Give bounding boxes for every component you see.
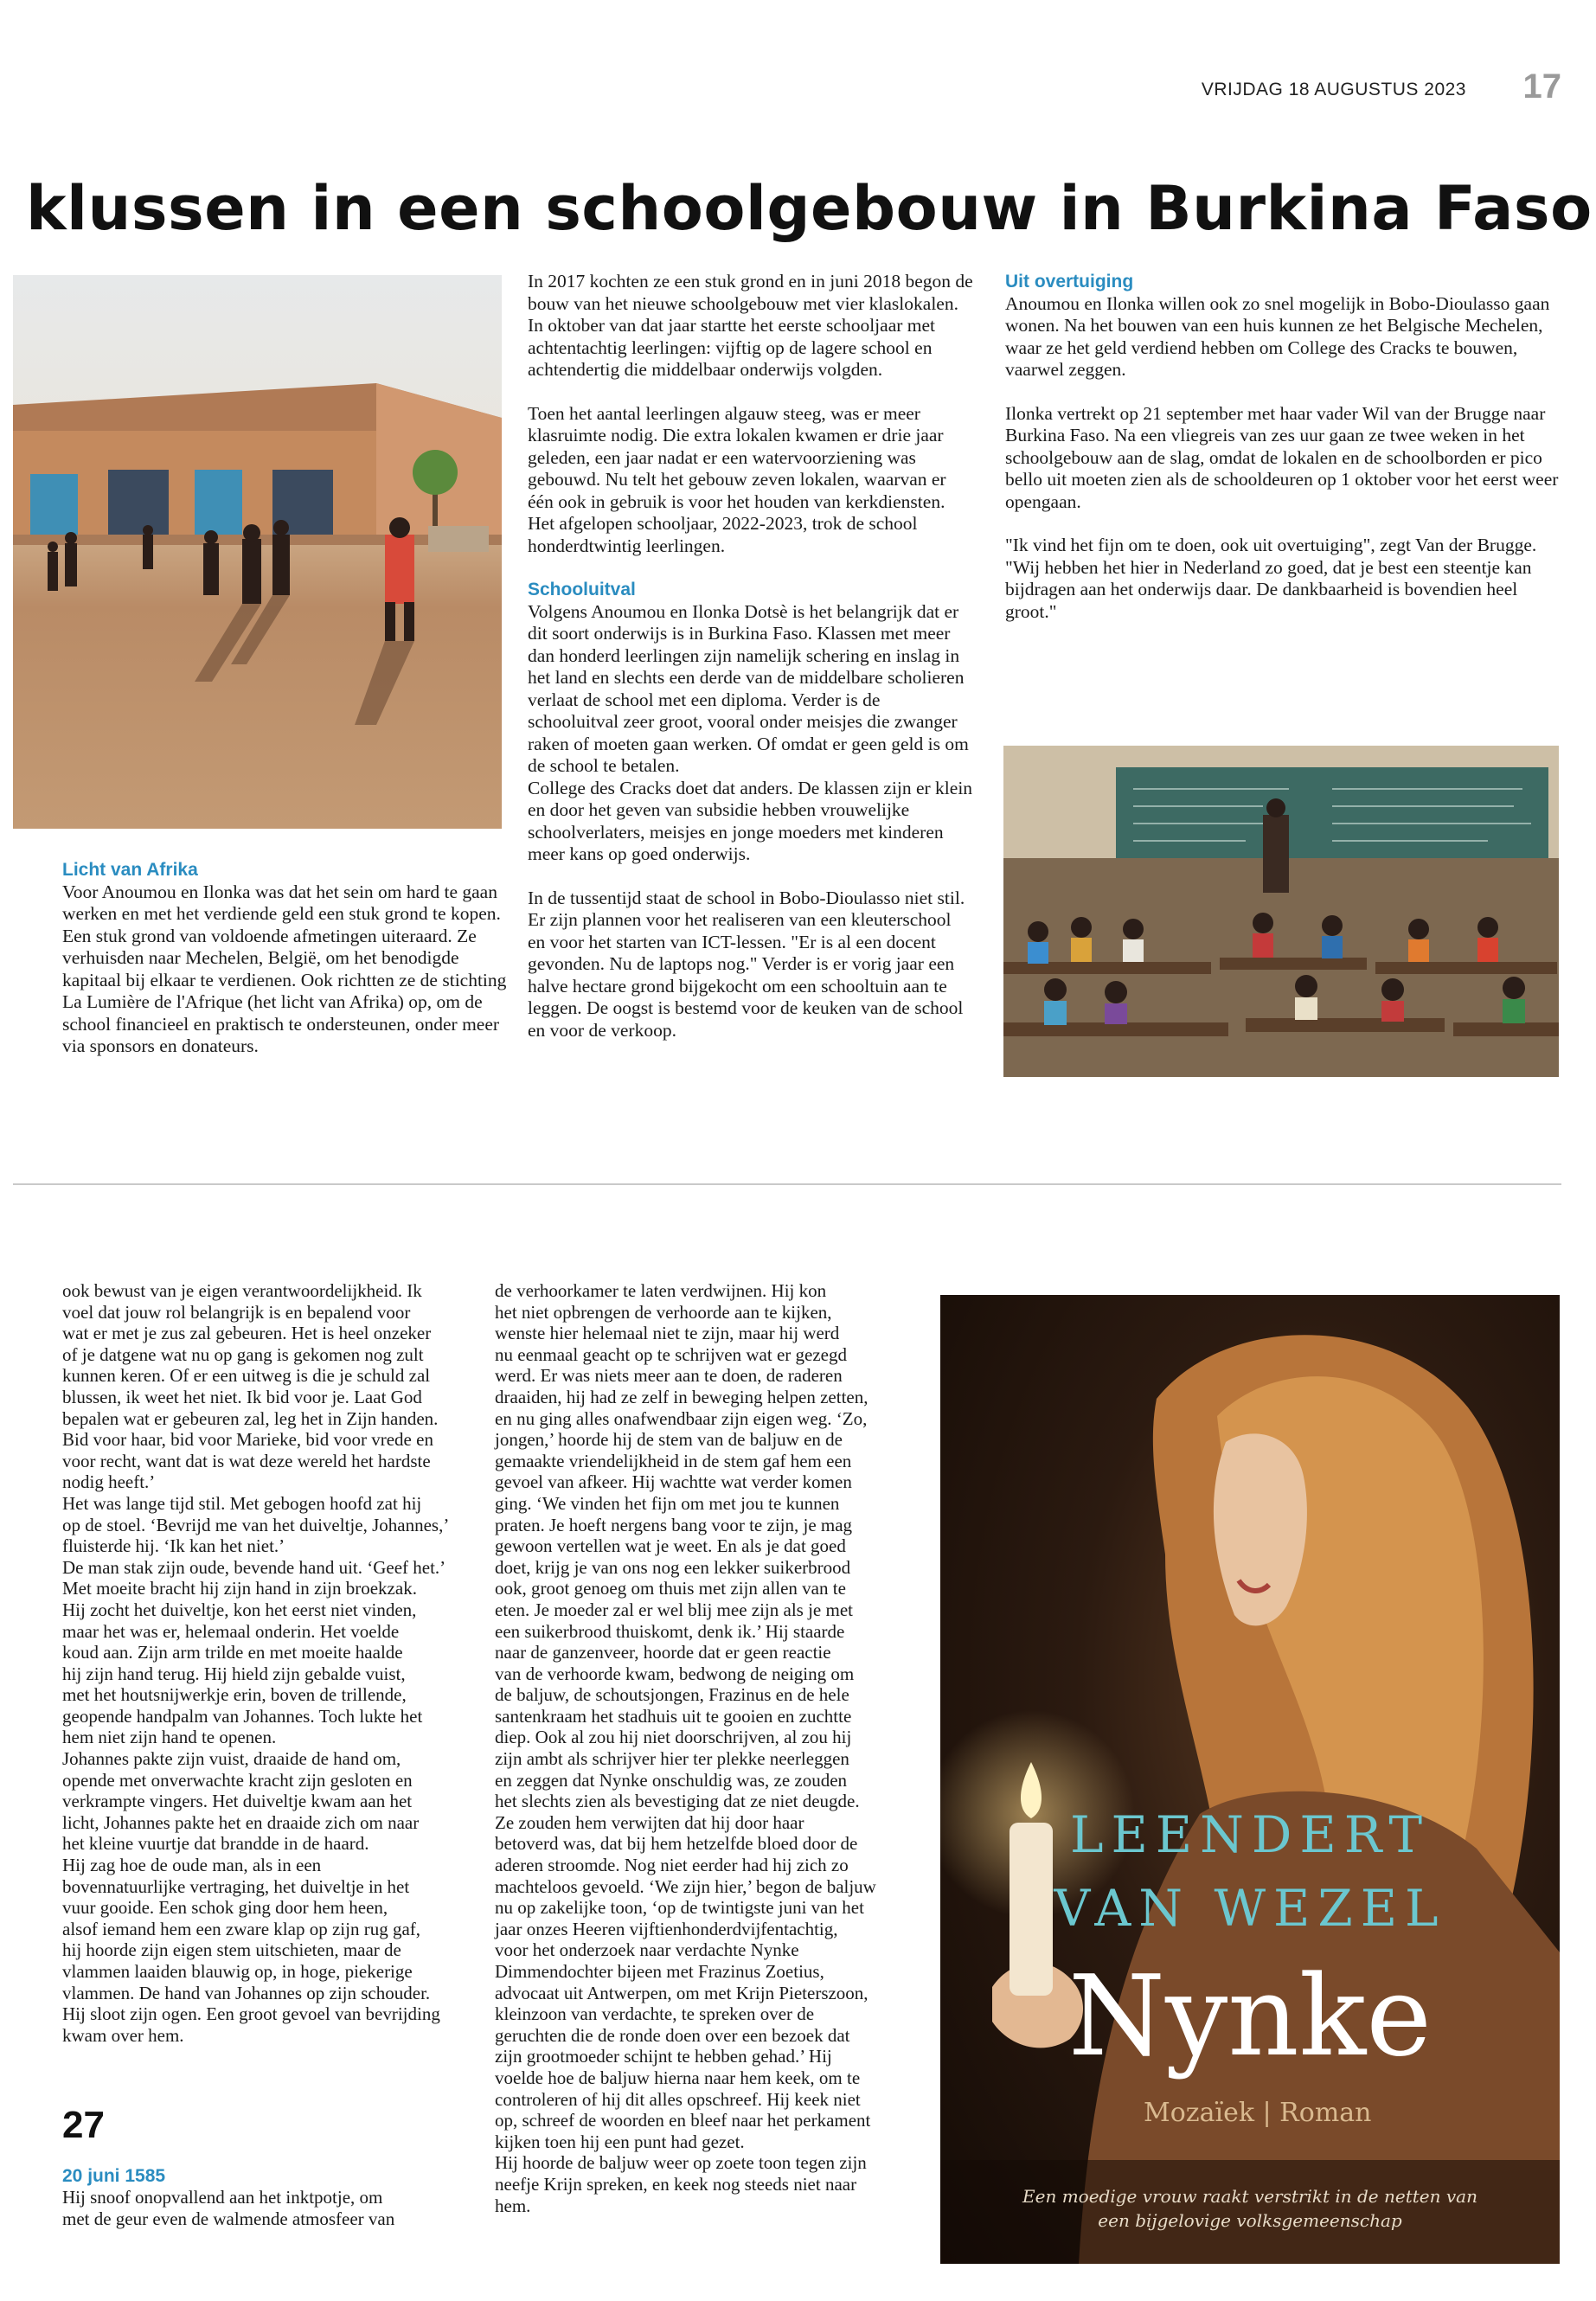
story-line: het slechts zien als bevestiging dat ze niet deugde. — [495, 1791, 860, 1812]
classroom-photo — [1003, 746, 1559, 1077]
story-line: met de geur even de walmende atmosfeer van — [62, 2208, 395, 2229]
paragraph: In de tussentijd staat de school in Bobo-Dioulasso niet stil. Er zijn plannen voor het realiseren van een kleuterschool en voor het starten van ICT-lessen. "Er is al een docent gevonden. Nu de laptops nog." Verder is er vorig jaar een halve hectare grond bijgekocht om een schooltuin aan te leggen. De oogst is bestemd voor de keuken van de school en voor de verkoop. — [528, 887, 965, 1041]
story-line: De man stak zijn oude, bevende hand uit. ‘Geef het.’ — [62, 1556, 446, 1578]
story-line: koud aan. Zijn arm trilde en met moeite haalde — [62, 1642, 403, 1663]
paragraph: Volgens Anoumou en Ilonka Dotsè is het belangrijk dat er dit soort onderwijs is in Burkina Faso. Klassen met meer dan honderd leerlingen zijn namelijk schering en inslag in het land en slechts een derde van de middelbare scholieren verlaat de school met een diploma. Verder is de schooluitval zeer groot, vooral onder meisjes die zwanger raken of moeten gaan werken. Of omdat er geen geld is om de school te betalen. — [528, 600, 969, 776]
story-line: Hij hoorde de baljuw weer op zoete toon tegen zijn — [495, 2152, 867, 2174]
story-line: kijken toen hij een punt had gezet. — [495, 2131, 745, 2152]
paragraph: College des Cracks doet dat anders. De klassen zijn er klein en door het geven van subsidie hebben vrouwelijke schoolverlaters, meisjes en jonge moeders met kinderen meer kans op goed onderwijs. — [528, 777, 973, 864]
story-line: de verhoorkamer te laten verdwijnen. Hij kon — [495, 1280, 827, 1301]
article-column-2 — [528, 271, 973, 1063]
story-line: opende met onverwachte kracht zijn gesloten en — [62, 1769, 413, 1791]
schoolyard-photo — [13, 275, 502, 829]
story-line: zijn grootmoeder schijnt te hebben gehad.’ Hij — [495, 2046, 832, 2067]
story-line: bovennatuurlijke vertraging, het duiveltje in het — [62, 1875, 410, 1897]
story-line: hij hoorde zijn eigen stem uitschieten, maar de — [62, 1939, 401, 1961]
chapter-date: 20 juni 1585 — [62, 2166, 166, 2186]
story-line: wenste hier helemaal niet te zijn, maar hij werd — [495, 1323, 840, 1344]
paragraph: In 2017 kochten ze een stuk grond en in juni 2018 begon de bouw van het nieuwe schoolgebouw met vier klaslokalen. In oktober van dat jaar startte het eerste schooljaar met achtentachtig leerlingen: vijftig op de lagere school en achtendertig die middelbaar onderwijs volgden. — [528, 271, 973, 380]
serial-column-1 — [62, 1280, 486, 2046]
story-line: fluisterde hij. ‘Ik kan het niet.’ — [62, 1535, 285, 1557]
story-line: draaiden, hij had ze zelf in beweging helpen zetten, — [495, 1386, 869, 1407]
story-line: met het houtsnijwerkje erin, boven de trillende, — [62, 1684, 407, 1706]
story-line: voor het onderzoek naar verdachte Nynke — [495, 1939, 799, 1961]
story-line: ook bewust van je eigen verantwoordelijkheid. Ik — [62, 1280, 422, 1301]
story-line: praten. Je hoeft nergens bang voor te zijn, je mag — [495, 1514, 853, 1535]
chapter-number: 27 — [62, 2104, 105, 2146]
serial-column-2 — [495, 1280, 932, 2216]
story-line: Hij zag hoe de oude man, als in een — [62, 1855, 322, 1876]
story-line: vuur gooide. Een schok ging door hem heen, — [62, 1897, 388, 1919]
story-line: gemaakte vriendelijkheid in de stem gaf hem een — [495, 1450, 852, 1471]
serial-column-1-continued — [62, 2187, 486, 2229]
subheading-schooluitval: Schooluitval — [528, 580, 636, 599]
story-line: maar het was er, helemaal onderin. Het voelde — [62, 1620, 400, 1642]
story-line: bepalen wat er gebeuren zal, leg het in Zijn handen. — [62, 1407, 439, 1429]
story-line: kunnen keren. Of er een uitweg is die je schuld zal — [62, 1365, 431, 1387]
story-line: diep. Ook al zou hij niet doorschrijven, al zou hij — [495, 1727, 852, 1748]
story-line: een suikerbrood thuiskomt, denk ik.’ Hij staarde — [495, 1620, 845, 1642]
subheading-uit-overtuiging: Uit overtuiging — [1005, 272, 1134, 292]
story-line: Bid voor haar, bid voor Marieke, bid voor vrede en — [62, 1429, 433, 1451]
paragraph: Voor Anoumou en Ilonka was dat het sein om hard te gaan werken en met het verdiende geld een stuk grond te kopen. Een stuk grond van voldoende afmetingen uiteraard. Ze verhuisden naar Mechelen, België, om het benodigde kapitaal bij elkaar te verdienen. Ook richtten ze de stichting La Lumière de l'Afrique (het licht van Afrika) op, om de school financieel en praktisch te ondersteunen, onder meer via sponsors en donateurs. — [62, 881, 507, 1056]
story-line: het kleine vuurtje dat brandde in de haard. — [62, 1833, 369, 1855]
story-line: Dimmendochter bijeen met Frazinus Zoetius, — [495, 1961, 824, 1982]
book-tagline-line2: een bijgelovige volksgemeenschap — [1098, 2210, 1402, 2231]
story-line: alsof iemand hem een zware klap op zijn rug gaf, — [62, 1918, 421, 1939]
book-cover — [940, 1295, 1560, 2264]
story-line: voor recht, want dat is wat deze wereld het hardste — [62, 1450, 431, 1471]
story-line: of je datgene wat nu op gang is gekomen nog zult — [62, 1343, 424, 1365]
story-line: en zeggen dat Nynke onschuldig was, ze zouden — [495, 1769, 848, 1791]
story-line: geopende handpalm van Johannes. Toch lukte het — [62, 1705, 423, 1727]
section-divider — [13, 1183, 1561, 1185]
story-line: Het was lange tijd stil. Met gebogen hoofd zat hij — [62, 1492, 422, 1514]
story-line: hem. — [495, 2195, 531, 2216]
story-line: gevoel van afkeer. Hij wachtte wat verder komen — [495, 1471, 852, 1493]
book-author-line2: VAN WEZEL — [1054, 1879, 1446, 1938]
story-line: santenkraam het stadhuis uit te gooien en zuchtte — [495, 1705, 852, 1727]
story-line: vlammen laaiden blauwig op, in hoge, piekerige — [62, 1961, 413, 1982]
story-line: de baljuw, de schoutsjongen, Frazinus en de hele — [495, 1684, 849, 1706]
story-line: kwam over hem. — [62, 2024, 184, 2046]
story-line: doet, krijg je van ons nog een lekker suikerbrood — [495, 1556, 851, 1578]
story-line: het niet opbrengen de verhoorde aan te kijken, — [495, 1301, 832, 1323]
subheading-licht-van-afrika: Licht van Afrika — [62, 860, 198, 880]
book-title: Nynke — [1067, 1952, 1433, 2081]
story-line: werd. Er was niets meer aan te doen, de raderen — [495, 1365, 843, 1387]
story-line: nodig heeft.’ — [62, 1471, 156, 1493]
story-line: gewoon vertellen wat je weet. En als je dat goed — [495, 1535, 846, 1557]
story-line: nu op zakelijke toon, ‘op de twintigste juni van het — [495, 1897, 864, 1919]
article-headline: klussen in een schoolgebouw in Burkina Faso — [26, 173, 1593, 244]
story-line: voel dat jouw rol belangrijk is en bepalend voor — [62, 1301, 411, 1323]
article-column-1 — [62, 859, 512, 1058]
paragraph: Anoumou en Ilonka willen ook zo snel mogelijk in Bobo-Dioulasso gaan wonen. Na het bouwen van een huis kunnen ze het Belgische Mechelen, waar ze het geld verdiend hebben om College des Cracks te bouwen, vaarwel zeggen. — [1005, 292, 1550, 380]
story-line: en nu ging alles onafwendbaar zijn eigen weg. ‘Zo, — [495, 1407, 868, 1429]
story-line: naar de ganzenveer, hoorde dat er geen reactie — [495, 1642, 831, 1663]
story-line: op de stoel. ‘Bevrijd me van het duiveltje, Johannes,’ — [62, 1514, 450, 1535]
story-line: op, schreef de woorden en bleef naar het perkament — [495, 2110, 871, 2131]
story-line: Hij sloot zijn ogen. Een groot gevoel van bevrijding — [62, 2003, 440, 2025]
story-line: geruchten die de ronde doen over een bezoek dat — [495, 2024, 850, 2046]
story-line: kleinzoon van verdachte, te spreken over de — [495, 2003, 815, 2025]
story-line: vlammen. De hand van Johannes op zijn schouder. — [62, 1982, 431, 2003]
book-tagline-line1: Een moedige vrouw raakt verstrikt in de netten van — [1022, 2186, 1477, 2207]
story-line: advocaat uit Antwerpen, om met Krijn Pieterszoon, — [495, 1982, 869, 2003]
story-line: eten. Je moeder zal er wel blij mee zijn als je met — [495, 1599, 853, 1620]
story-line: machteloos gevoeld. ‘We zijn hier,’ begon de baljuw — [495, 1875, 876, 1897]
book-author-line1: LEENDERT — [1069, 1805, 1431, 1864]
story-line: van de verhoorde kwam, bedwong de neiging om — [495, 1663, 855, 1684]
story-line: zijn ambt als schrijver hier ter plekke neerleggen — [495, 1748, 849, 1770]
story-line: Johannes pakte zijn vuist, draaide de hand om, — [62, 1748, 401, 1770]
story-line: wat er met je zus zal gebeuren. Het is heel onzeker — [62, 1323, 432, 1344]
story-line: Hij zocht het duiveltje, kon het eerst niet vinden, — [62, 1599, 417, 1620]
paragraph: Toen het aantal leerlingen algauw steeg, was er meer klasruimte nodig. Die extra lokalen kwamen er drie jaar geleden, een jaar nadat er een watervoorziening was gebouwd. Nu telt het gebouw zeven lokalen, waarvan er één ook in gebruik is voor het houden van kerkdiensten. Het afgelopen schooljaar, 2022-2023, trok de school honderdtwintig leerlingen. — [528, 402, 946, 556]
story-line: nu eenmaal geacht op te schrijven wat er gezegd — [495, 1343, 847, 1365]
story-line: hij zijn hand terug. Hij hield zijn gebalde vuist, — [62, 1663, 406, 1684]
story-line: ging. ‘We vinden het fijn om met jou te kunnen — [495, 1492, 840, 1514]
story-line: neefje Krijn spreken, en keek nog steeds niet naar — [495, 2173, 857, 2195]
story-line: ook, groot genoeg om thuis met zijn allen van te — [495, 1578, 846, 1599]
article-column-3 — [1005, 271, 1559, 644]
paragraph: Ilonka vertrekt op 21 september met haar vader Wil van der Brugge naar Burkina Faso. Na een vliegreis van zes uur gaan ze twee weken in het schoolgebouw aan de slag, omdat de lokalen en de schoolborden er pico bello uit moeten zien als de schooldeuren op 1 oktober voor het eerst weer opengaan. — [1005, 402, 1559, 512]
story-line: voelde hoe de baljuw hierna naar hem keek, om te — [495, 2067, 861, 2088]
issue-date: VRIJDAG 18 AUGUSTUS 2023 — [1201, 80, 1466, 99]
story-line: verkrampte vingers. Het duiveltje kwam aan het — [62, 1791, 413, 1812]
story-line: blussen, ik weet het niet. Ik bid voor je. Laat God — [62, 1386, 422, 1407]
story-line: jaar onzes Heeren vijftienhonderdvijfentachtig, — [495, 1918, 838, 1939]
story-line: betoverd was, dat bij hem hetzelfde bloed door de — [495, 1833, 858, 1855]
story-line: Ze zouden hem verwijten dat hij door haar — [495, 1811, 804, 1833]
story-line: jongen,’ hoorde hij de stem van de baljuw en de — [495, 1429, 843, 1451]
story-line: controleren of hij dit alles opschreef. Hij keek niet — [495, 2088, 861, 2110]
story-line: aderen stroomde. Nog niet eerder had hij zich zo — [495, 1855, 849, 1876]
story-line: hem niet zijn hand te openen. — [62, 1727, 277, 1748]
story-line: licht, Johannes pakte het en draaide zich om naar — [62, 1811, 420, 1833]
page-number: 17 — [1522, 67, 1561, 106]
paragraph: "Ik vind het fijn om te doen, ook uit overtuiging", zegt Van der Brugge. "Wij hebben het hier in Nederland zo goed, dat je best een steentje kan bijdragen aan het onderwijs daar. De dankbaarheid is bovendien heel groot." — [1005, 535, 1537, 622]
story-line: Met moeite bracht hij zijn hand in zijn broekzak. — [62, 1578, 417, 1599]
book-imprint: Mozaïek | Roman — [1144, 2098, 1372, 2128]
story-line: Hij snoof onopvallend aan het inktpotje, om — [62, 2187, 383, 2208]
